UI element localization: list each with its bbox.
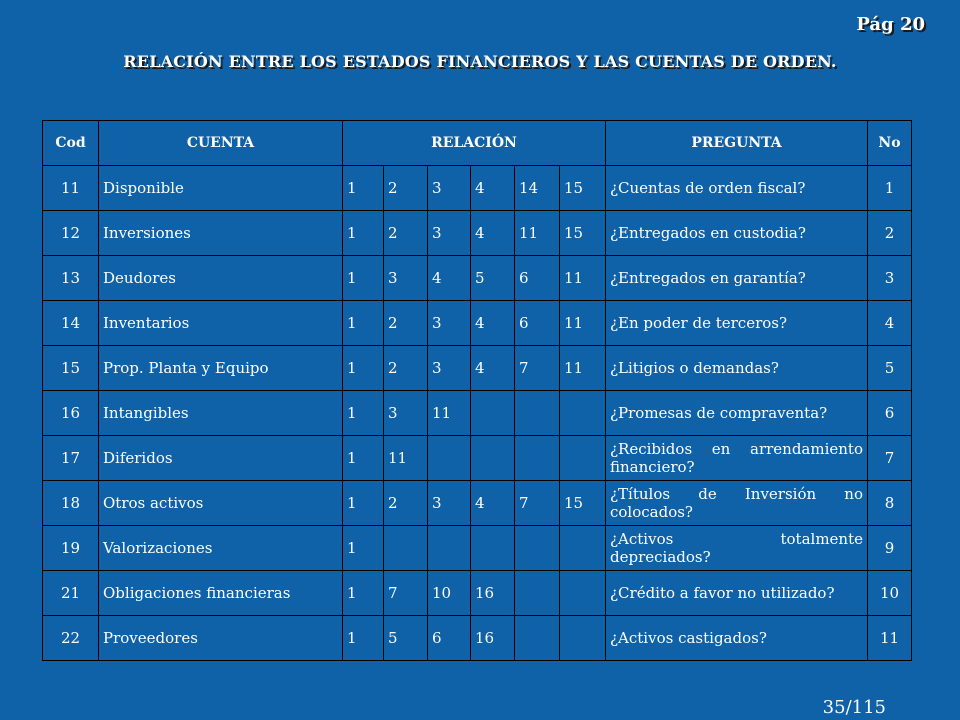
cell-cod: 16: [43, 391, 99, 436]
cell-relacion: 6: [428, 616, 471, 661]
cell-no: 11: [868, 616, 912, 661]
cell-no: 8: [868, 481, 912, 526]
cell-no: 7: [868, 436, 912, 481]
cell-cod: 11: [43, 166, 99, 211]
cell-pregunta: ¿Entregados en garantía?: [606, 256, 868, 301]
header-no: No: [868, 121, 912, 166]
cell-relacion: [515, 436, 560, 481]
cell-no: 2: [868, 211, 912, 256]
cell-no: 6: [868, 391, 912, 436]
header-cuenta: CUENTA: [99, 121, 343, 166]
cell-relacion: 7: [515, 481, 560, 526]
cell-cuenta: Prop. Planta y Equipo: [99, 346, 343, 391]
table-body: [43, 166, 912, 661]
cell-relacion: 11: [428, 391, 471, 436]
cell-no: 4: [868, 301, 912, 346]
cell-relacion: 7: [515, 346, 560, 391]
header-pregunta: PREGUNTA: [606, 121, 868, 166]
cell-pregunta: ¿Litigios o demandas?: [606, 346, 868, 391]
cell-relacion: 3: [384, 391, 428, 436]
table-row: [43, 346, 912, 391]
cell-cod: 21: [43, 571, 99, 616]
cell-relacion: [471, 391, 515, 436]
cell-relacion: [560, 616, 606, 661]
cell-cod: 22: [43, 616, 99, 661]
cell-relacion: 11: [560, 256, 606, 301]
table-row: [43, 211, 912, 256]
cell-cod: 12: [43, 211, 99, 256]
cell-cuenta: Diferidos: [99, 436, 343, 481]
cell-relacion: [471, 526, 515, 571]
cell-cod: 13: [43, 256, 99, 301]
cell-pregunta: ¿Activos castigados?: [606, 616, 868, 661]
cell-relacion: [428, 526, 471, 571]
cell-pregunta: ¿Promesas de compraventa?: [606, 391, 868, 436]
cell-relacion: 1: [343, 526, 384, 571]
header-cod: Cod: [43, 121, 99, 166]
cell-relacion: 1: [343, 571, 384, 616]
cell-relacion: [515, 616, 560, 661]
cell-cod: 17: [43, 436, 99, 481]
cell-relacion: [384, 526, 428, 571]
cell-pregunta: ¿Crédito a favor no utilizado?: [606, 571, 868, 616]
cell-cuenta: Proveedores: [99, 616, 343, 661]
cell-pregunta: ¿Entregados en custodia?: [606, 211, 868, 256]
cell-relacion: [515, 571, 560, 616]
cell-relacion: 2: [384, 301, 428, 346]
page-label: Pág 20: [856, 14, 925, 35]
cell-relacion: 5: [471, 256, 515, 301]
cell-relacion: 4: [471, 211, 515, 256]
cell-relacion: 10: [428, 571, 471, 616]
cell-cod: 18: [43, 481, 99, 526]
cell-relacion: [515, 391, 560, 436]
cell-pregunta: ¿Activos totalmente depreciados?: [606, 526, 868, 571]
cell-pregunta: ¿Recibidos en arrendamiento financiero?: [606, 436, 868, 481]
cell-relacion: 11: [384, 436, 428, 481]
cell-cuenta: Valorizaciones: [99, 526, 343, 571]
table-row: [43, 301, 912, 346]
cell-no: 10: [868, 571, 912, 616]
cell-relacion: [560, 436, 606, 481]
relation-table: [42, 120, 912, 661]
cell-relacion: 15: [560, 166, 606, 211]
cell-relacion: [471, 436, 515, 481]
table-row: [43, 481, 912, 526]
cell-relacion: 11: [560, 346, 606, 391]
cell-relacion: 4: [471, 166, 515, 211]
cell-no: 1: [868, 166, 912, 211]
cell-relacion: 16: [471, 571, 515, 616]
cell-relacion: [560, 571, 606, 616]
cell-relacion: 6: [515, 256, 560, 301]
cell-relacion: 4: [428, 256, 471, 301]
cell-relacion: 4: [471, 346, 515, 391]
cell-relacion: 15: [560, 481, 606, 526]
cell-cuenta: Otros activos: [99, 481, 343, 526]
table-header-row: [43, 121, 912, 166]
table-row: [43, 166, 912, 211]
cell-relacion: 2: [384, 346, 428, 391]
cell-relacion: [515, 526, 560, 571]
cell-relacion: 4: [471, 481, 515, 526]
cell-no: 5: [868, 346, 912, 391]
table-row: [43, 526, 912, 571]
cell-cod: 19: [43, 526, 99, 571]
cell-relacion: 2: [384, 481, 428, 526]
cell-no: 9: [868, 526, 912, 571]
cell-relacion: 11: [560, 301, 606, 346]
cell-relacion: [560, 526, 606, 571]
cell-relacion: 3: [384, 256, 428, 301]
cell-pregunta: ¿En poder de terceros?: [606, 301, 868, 346]
cell-relacion: 3: [428, 346, 471, 391]
table-row: [43, 571, 912, 616]
cell-cuenta: Inversiones: [99, 211, 343, 256]
cell-cuenta: Inventarios: [99, 301, 343, 346]
cell-relacion: 1: [343, 616, 384, 661]
table-row: [43, 391, 912, 436]
cell-no: 3: [868, 256, 912, 301]
cell-relacion: 1: [343, 211, 384, 256]
cell-relacion: 3: [428, 211, 471, 256]
cell-relacion: 2: [384, 211, 428, 256]
cell-relacion: 2: [384, 166, 428, 211]
cell-relacion: 1: [343, 256, 384, 301]
cell-relacion: 14: [515, 166, 560, 211]
cell-relacion: 3: [428, 166, 471, 211]
table-row: [43, 256, 912, 301]
cell-relacion: 7: [384, 571, 428, 616]
cell-relacion: 5: [384, 616, 428, 661]
cell-relacion: 1: [343, 346, 384, 391]
cell-cuenta: Deudores: [99, 256, 343, 301]
cell-relacion: 3: [428, 481, 471, 526]
cell-cuenta: Obligaciones financieras: [99, 571, 343, 616]
cell-pregunta: ¿Títulos de Inversión no colocados?: [606, 481, 868, 526]
cell-relacion: 1: [343, 436, 384, 481]
page-title: RELACIÓN ENTRE LOS ESTADOS FINANCIEROS Y LAS CUENTAS DE ORDEN.: [123, 52, 837, 71]
slide-counter: 35/115: [822, 697, 886, 718]
cell-relacion: 4: [471, 301, 515, 346]
table-row: [43, 616, 912, 661]
cell-relacion: [428, 436, 471, 481]
cell-relacion: 1: [343, 391, 384, 436]
cell-cuenta: Disponible: [99, 166, 343, 211]
cell-relacion: 1: [343, 481, 384, 526]
cell-cod: 14: [43, 301, 99, 346]
cell-relacion: 6: [515, 301, 560, 346]
cell-relacion: 15: [560, 211, 606, 256]
cell-relacion: 1: [343, 166, 384, 211]
cell-relacion: [560, 391, 606, 436]
cell-cod: 15: [43, 346, 99, 391]
cell-relacion: 16: [471, 616, 515, 661]
cell-cuenta: Intangibles: [99, 391, 343, 436]
header-relacion: RELACIÓN: [343, 121, 606, 166]
cell-relacion: 3: [428, 301, 471, 346]
cell-relacion: 1: [343, 301, 384, 346]
cell-pregunta: ¿Cuentas de orden fiscal?: [606, 166, 868, 211]
table-row: [43, 436, 912, 481]
cell-relacion: 11: [515, 211, 560, 256]
